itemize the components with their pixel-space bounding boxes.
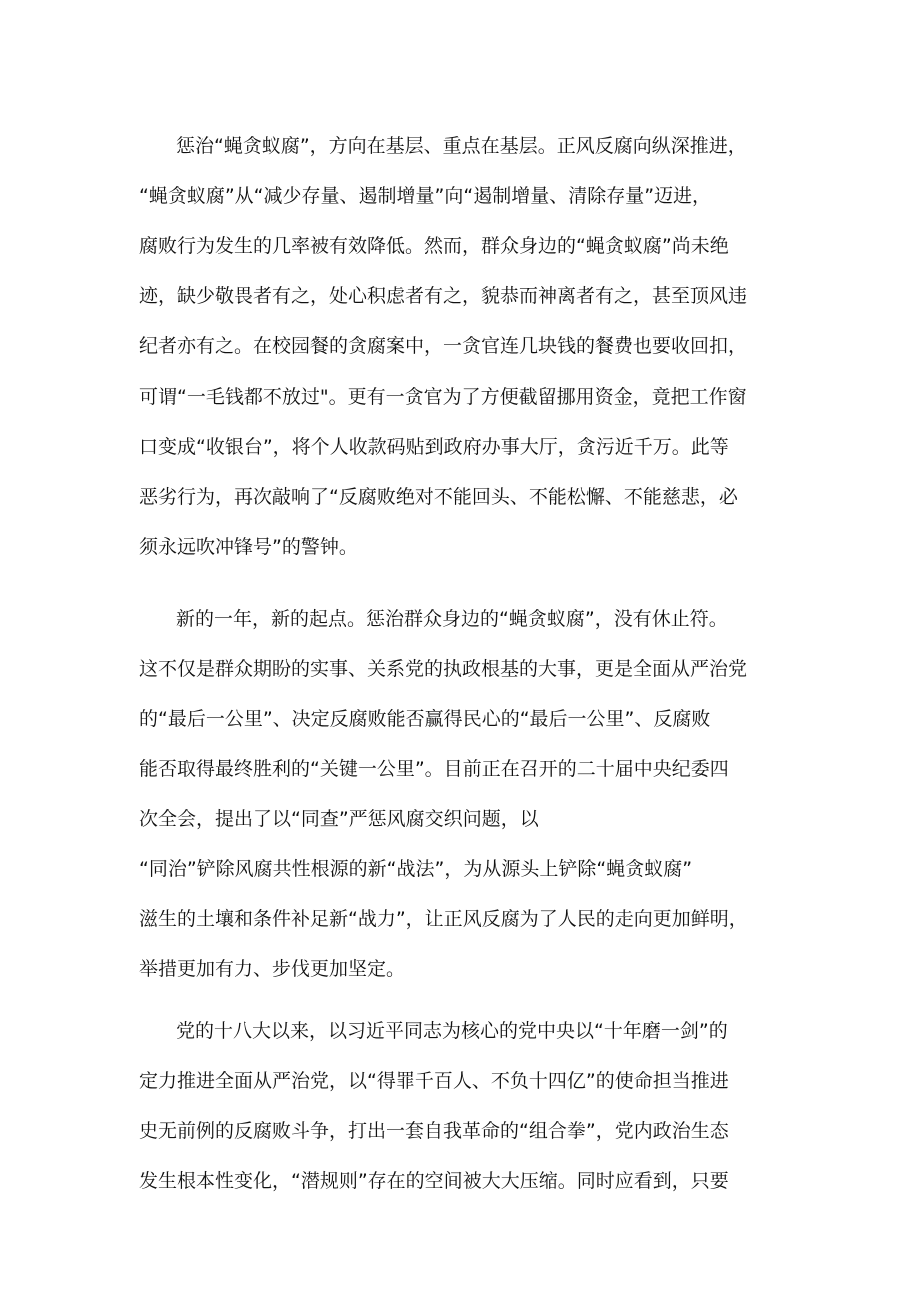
paragraph-1-line-1: 惩治“蝇贪蚁腐”，方向在基层、重点在基层。正风反腐向纵深推进， bbox=[176, 135, 747, 157]
paragraph-1-line-4: 迹，缺少敬畏者有之，处心积虑者有之，貌恭而神离者有之，甚至顶风违 bbox=[139, 285, 748, 307]
paragraph-2-line-2: 这不仅是群众期盼的实事、关系党的执政根基的大事，更是全面从严治党 bbox=[139, 658, 748, 680]
paragraph-2-line-4: 能否取得最终胜利的“关键一公里”。目前正在召开的二十届中央纪委四 bbox=[139, 758, 729, 780]
paragraph-1-line-8: 恶劣行为，再次敲响了“反腐败绝对不能回头、不能松懈、不能慈悲，必 bbox=[139, 486, 738, 508]
paragraph-1-line-7: 口变成“收银台”，将个人收款码贴到政府办事大厅，贪污近千万。此等 bbox=[139, 436, 729, 458]
paragraph-2-line-3: 的“最后一公里”、决定反腐败能否赢得民心的“最后一公里”、反腐败 bbox=[139, 708, 711, 730]
paragraph-1-line-9: 须永远吹冲锋号”的警钟。 bbox=[139, 536, 358, 558]
paragraph-2-line-5: 次全会，提出了以“同查”严惩风腐交织问题，以 bbox=[139, 808, 539, 830]
paragraph-2-line-7: 滋生的土壤和条件补足新“战力”，让正风反腐为了人民的走向更加鲜明， bbox=[139, 908, 748, 930]
paragraph-1-line-6: 可谓“一毛钱都不放过"。更有一贪官为了方便截留挪用资金，竟把工作窗 bbox=[139, 386, 747, 408]
paragraph-3-line-4: 发生根本性变化，“潜规则”存在的空间被大大压缩。同时应看到，只要 bbox=[139, 1170, 729, 1192]
paragraph-2-line-6: “同治”铲除风腐共性根源的新“战法”，为从源头上铲除“蝇贪蚁腐” bbox=[139, 858, 693, 880]
paragraph-3-line-2: 定力推进全面从严治党，以“得罪千百人、不负十四亿”的使命担当推进 bbox=[139, 1070, 729, 1092]
paragraph-2-line-1: 新的一年，新的起点。惩治群众身边的“蝇贪蚁腐”，没有休止符。 bbox=[176, 608, 728, 630]
paragraph-3-line-1: 党的十八大以来，以习近平同志为核心的党中央以“十年磨一剑”的 bbox=[176, 1020, 728, 1042]
paragraph-1-line-5: 纪者亦有之。在校园餐的贪腐案中，一贪官连几块钱的餐费也要收回扣， bbox=[139, 335, 748, 357]
paragraph-2-line-8: 举措更加有力、步伐更加坚定。 bbox=[139, 958, 406, 980]
paragraph-1-line-2: “蝇贪蚁腐”从“减少存量、遏制增量”向“遏制增量、清除存量”迈进， bbox=[139, 185, 712, 207]
paragraph-1-line-3: 腐败行为发生的几率被有效降低。然而，群众身边的“蝇贪蚁腐”尚未绝 bbox=[139, 235, 729, 257]
paragraph-3-line-3: 史无前例的反腐败斗争，打出一套自我革命的“组合拳”，党内政治生态 bbox=[139, 1120, 729, 1142]
